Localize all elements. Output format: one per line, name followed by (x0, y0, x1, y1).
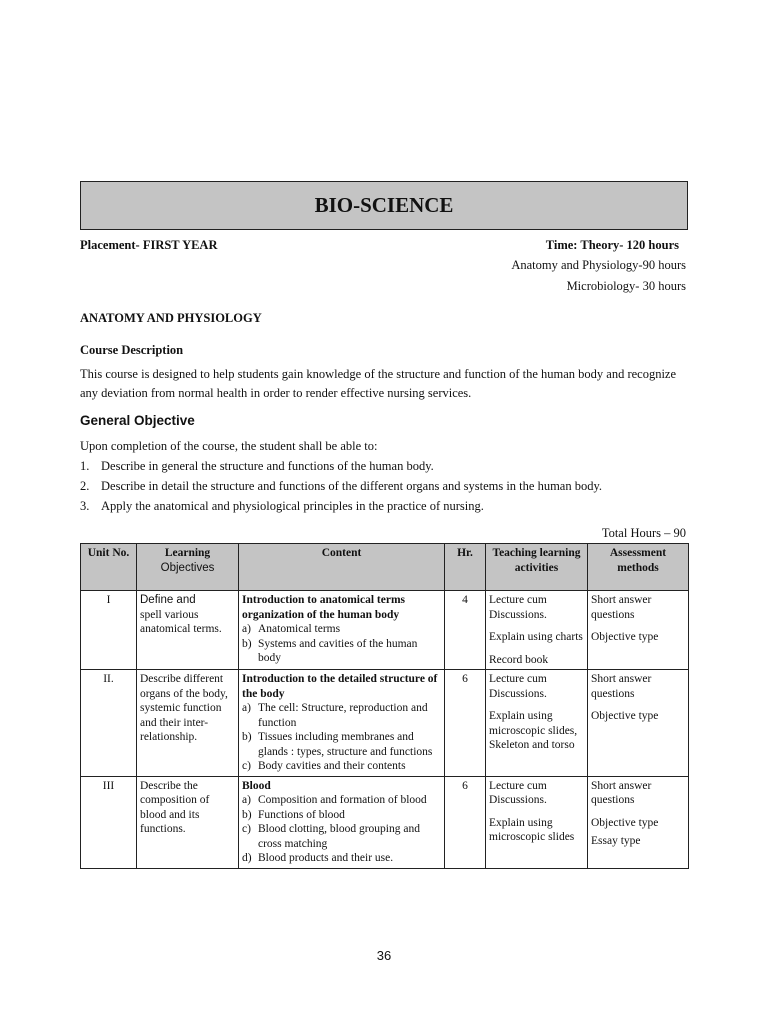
list-item: 3. Apply the anatomical and physiological principles in the practice of nursing. (80, 499, 484, 513)
page-number: 36 (376, 948, 392, 963)
cell-objective: Describe different organs of the body, systemic function and their inter-relationship. (137, 670, 239, 777)
table-row (81, 776, 689, 868)
general-objective-heading: General Objective (80, 413, 195, 428)
table-header-row (81, 544, 689, 591)
header-content: Content (239, 544, 445, 591)
cell-hours: 6 (445, 670, 486, 777)
section-heading: ANATOMY AND PHYSIOLOGY (80, 311, 262, 325)
general-objective-intro: Upon completion of the course, the student shall be able to: (80, 439, 378, 453)
cell-unit: I (81, 591, 137, 670)
header-unit: Unit No. (81, 544, 137, 591)
objective-list (80, 456, 686, 516)
course-description-heading: Course Description (80, 343, 184, 357)
table-row (81, 591, 689, 670)
cell-teaching: Lecture cum Discussions. Explain using charts Record book (486, 591, 588, 670)
cell-objective: Describe the composition of blood and its functions. (137, 776, 239, 868)
list-item: 2. Describe in detail the structure and functions of the different organs and systems in the human body. (80, 479, 603, 493)
header-assessment: Assessment methods (588, 544, 689, 591)
cell-assessment: Short answer questions Objective type Essay type (588, 776, 689, 868)
document-title: BIO-SCIENCE (80, 181, 688, 230)
cell-assessment: Short answer questions Objective type (588, 591, 689, 670)
syllabus-table (80, 543, 689, 869)
total-hours: Total Hours – 90 (601, 526, 686, 540)
cell-content: Introduction to the detailed structure of the body a) The cell: Structure, reproduction and function b) Tissues including membranes and glands : types, structure and functions c) Body cavities and their contents (239, 670, 445, 777)
time-microbiology: Microbiology- 30 hours (566, 279, 686, 293)
course-description-text: This course is designed to help students gain knowledge of the structure and function of the human body and recognize any deviation from normal health in order to render effective nursing services. (80, 367, 677, 400)
list-item: 1. Describe in general the structure and functions of the human body. (80, 459, 434, 473)
cell-teaching: Lecture cum Discussions. Explain using microscopic slides, Skeleton and torso (486, 670, 588, 777)
placement: Placement- FIRST YEAR (80, 238, 218, 252)
cell-teaching: Lecture cum Discussions. Explain using microscopic slides (486, 776, 588, 868)
cell-content: Introduction to anatomical terms organization of the human body a) Anatomical terms b) Systems and cavities of the human body (239, 591, 445, 670)
header-teaching: Teaching learning activities (486, 544, 588, 591)
cell-unit: II. (81, 670, 137, 777)
time-anatomy: Anatomy and Physiology-90 hours (511, 258, 686, 272)
cell-hours: 4 (445, 591, 486, 670)
cell-unit: III (81, 776, 137, 868)
cell-objective: Define and spell various anatomical terms. (137, 591, 239, 670)
header-hours: Hr. (445, 544, 486, 591)
table-row (81, 670, 689, 777)
cell-assessment: Short answer questions Objective type (588, 670, 689, 777)
header-learning-objectives: Learning Objectives (137, 544, 239, 591)
cell-hours: 6 (445, 776, 486, 868)
cell-content: Blood a) Composition and formation of blood b) Functions of blood c) Blood clotting, blood grouping and cross matching d) Blood products and their use. (239, 776, 445, 868)
time-theory: Time: Theory- 120 hours (545, 238, 679, 252)
